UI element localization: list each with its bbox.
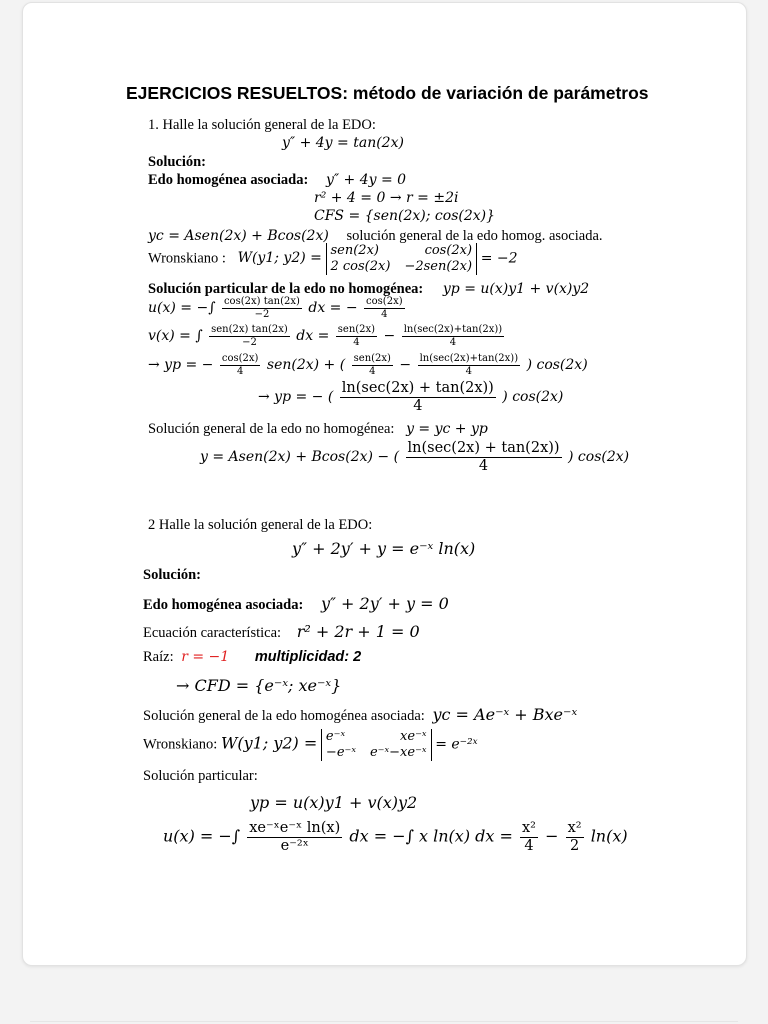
ex1-yp1-f3den: 4 [465,365,473,377]
ex1-yp1-frac1 [220,353,261,377]
ex1-wronsk-result: = −2 [480,250,518,267]
ex1-v-mid: dx = [296,328,330,344]
ex1-v-num: sen(2x) tan(2x) [211,324,288,335]
ex2-u-num: xe⁻ˣe⁻ˣ ln(x) [249,820,341,836]
ex1-yp1-f2num: sen(2x) [353,353,391,364]
ex2-multiplicidad: multiplicidad: 2 [254,649,362,665]
ex1-wronsk-lhs: W(y1; y2) = [237,250,322,267]
ex1-u-lhs: u(x) = −∫ [148,300,216,316]
ex1-final-num: ln(sec(2x) + tan(2x)) [407,440,560,456]
ex1-gen-form: y = yc + yp [406,421,488,437]
ex1-v-r1num: sen(2x) [337,324,376,335]
ex1-u-den: −2 [254,308,270,320]
ex1-yp1-f1den: 4 [236,365,244,377]
ex1-yp-line1 [148,353,588,377]
ex1-v-result1 [336,324,377,348]
ex1-yp1-f2den: 4 [369,365,376,377]
page-divider [30,1021,738,1022]
ex1-wronsk-label: Wronskiano : [148,250,226,267]
ex1-yp2-num: ln(sec(2x) + tan(2x)) [341,380,494,396]
ex1-gen-label: Solución general de la edo no homogénea: [148,421,395,437]
ex1-u-integrand [222,296,302,320]
ex1-yp2-frac [340,380,496,414]
ex2-u-r2den: 2 [569,837,580,854]
ex1-final-tail: ) cos(2x) [568,449,630,466]
ex1-solucion-label: Solución: [148,154,207,170]
ex2-u-den: e⁻²ˣ [280,837,309,854]
ex2-u-r1den: 4 [524,837,534,854]
ex1-v-r2num: ln(sec(2x)+tan(2x)) [403,324,503,335]
ex1-v-lhs: v(x) = ∫ [148,328,203,344]
ex2-gen-homog-label: Solución general de la edo homogénea asociada: [143,708,425,724]
ex1-v-den: −2 [242,336,257,348]
ex2-part-form: yp = u(x)y1 + v(x)y2 [250,793,418,812]
ex1-u-num: cos(2x) tan(2x) [223,296,300,307]
ex1-u-rden: 4 [381,308,388,320]
ex2-wronskian-line [143,729,478,761]
ex1-yp2-lhs: → yp = − ( [258,389,334,406]
ex1-char-eq: r² + 4 = 0 → r = ±2i [314,190,459,206]
ex2-homog-eq: y″ + 2y′ + y = 0 [320,594,449,613]
ex1-general-line [148,420,488,438]
ex2-u-r1num: x² [522,820,536,836]
ex2-char-label: Ecuación característica: [143,625,282,641]
ex1-homog-eq: y″ + 4y = 0 [325,172,407,188]
ex1-yp1-frac3 [418,353,521,377]
ex1-yc: yc = Asen(2x) + Bcos(2x) [148,228,329,244]
ex2-homog-line [143,593,449,615]
page-title: EJERCICIOS RESUELTOS: método de variación de parámetros [126,83,649,103]
ex2-u-line [163,820,628,854]
ex2-w12: xe⁻ˣ [400,729,427,744]
ex1-yp1-mid: sen(2x) + ( [266,357,346,373]
ex2-w22: e⁻ˣ−xe⁻ˣ [369,745,427,760]
ex1-yp1-tail: ) cos(2x) [526,357,588,373]
ex1-final-solution [200,440,629,474]
ex2-raiz-line [143,648,361,666]
ex1-w22: −2sen(2x) [404,259,473,274]
ex1-u-rnum: cos(2x) [366,296,403,307]
ex1-u-result [364,296,405,320]
ex2-wronsk-lhs: W(y1; y2) = [220,733,318,753]
ex1-wronsk-matrix [326,243,478,275]
ex2-u-result1 [520,820,538,854]
ex1-homog-line [148,171,406,189]
ex1-w11: sen(2x) [330,243,379,258]
ex2-wronsk-result: = e⁻²ˣ [435,736,478,753]
ex1-yp1-minus: − [399,357,412,373]
ex2-u-result2 [566,820,584,854]
ex1-final-frac [406,440,562,474]
ex1-w21: 2 cos(2x) [330,259,391,274]
ex2-yc: yc = Ae⁻ˣ + Bxe⁻ˣ [432,705,578,724]
ex2-wronsk-label: Wronskiano: [143,736,218,753]
ex1-yp1-f3num: ln(sec(2x)+tan(2x)) [419,353,519,364]
ex2-char-eq: r² + 2r + 1 = 0 [296,622,420,641]
ex2-raiz-val: r = −1 [181,649,230,665]
ex2-raiz-label: Raíz: [143,649,174,665]
ex1-yp2-den: 4 [413,397,423,414]
ex1-yp1-frac2 [352,353,393,377]
ex1-yp1-f1num: cos(2x) [221,353,259,364]
ex2-u-minus: − [545,826,559,846]
ex2-w11: e⁻ˣ [325,729,346,744]
ex2-u-r2num: x² [567,820,582,836]
ex2-homog-label: Edo homogénea asociada: [143,597,304,613]
ex2-cfd: → CFD = {e⁻ˣ; xe⁻ˣ} [176,676,342,695]
ex2-statement: 2 Halle la solución general de la EDO: [148,517,373,533]
ex1-v-minus: − [383,328,396,344]
ex1-final-lhs: y = Asen(2x) + Bcos(2x) − ( [200,449,400,466]
ex1-v-result2 [402,324,505,348]
ex1-part-label: Solución particular de la edo no homogénea: [148,281,424,297]
ex1-final-den: 4 [478,457,489,474]
ex2-equation: y″ + 2y′ + y = e⁻ˣ ln(x) [292,539,476,558]
ex1-yp-line2 [258,380,563,414]
ex1-v-integrand [209,324,290,348]
ex1-u-line [148,296,407,320]
ex2-part-label: Solución particular: [143,768,258,784]
ex1-equation: y″ + 4y = tan(2x) [282,135,404,151]
ex2-u-mid: dx = −∫ x ln(x) dx = [349,826,513,846]
ex2-solucion-label: Solución: [143,567,202,583]
ex1-yc-note: solución general de la edo homog. asociada. [346,228,603,244]
ex2-char-line [143,621,420,643]
ex1-v-line [148,324,506,348]
ex2-u-tail: ln(x) [590,826,628,846]
ex1-yp1-lhs: → yp = − [148,357,214,373]
ex2-u-lhs: u(x) = −∫ [163,826,241,846]
ex2-u-integrand [247,820,342,854]
ex2-w21: −e⁻ˣ [325,745,356,760]
ex1-part-form: yp = u(x)y1 + v(x)y2 [442,281,590,297]
ex1-v-r1den: 4 [353,336,360,348]
ex1-statement: 1. Halle la solución general de la EDO: [148,117,376,133]
ex1-homog-label: Edo homogénea asociada: [148,172,309,188]
ex2-wronsk-matrix [321,729,432,761]
ex1-wronskian-line [148,243,518,275]
ex2-gen-homog-line [143,704,577,726]
ex1-w12: cos(2x) [424,243,473,258]
ex1-u-mid: dx = − [308,300,358,316]
ex1-v-r2den: 4 [449,336,457,348]
ex1-cfs: CFS = {sen(2x); cos(2x)} [314,208,496,224]
ex1-yp2-tail: ) cos(2x) [502,389,564,406]
